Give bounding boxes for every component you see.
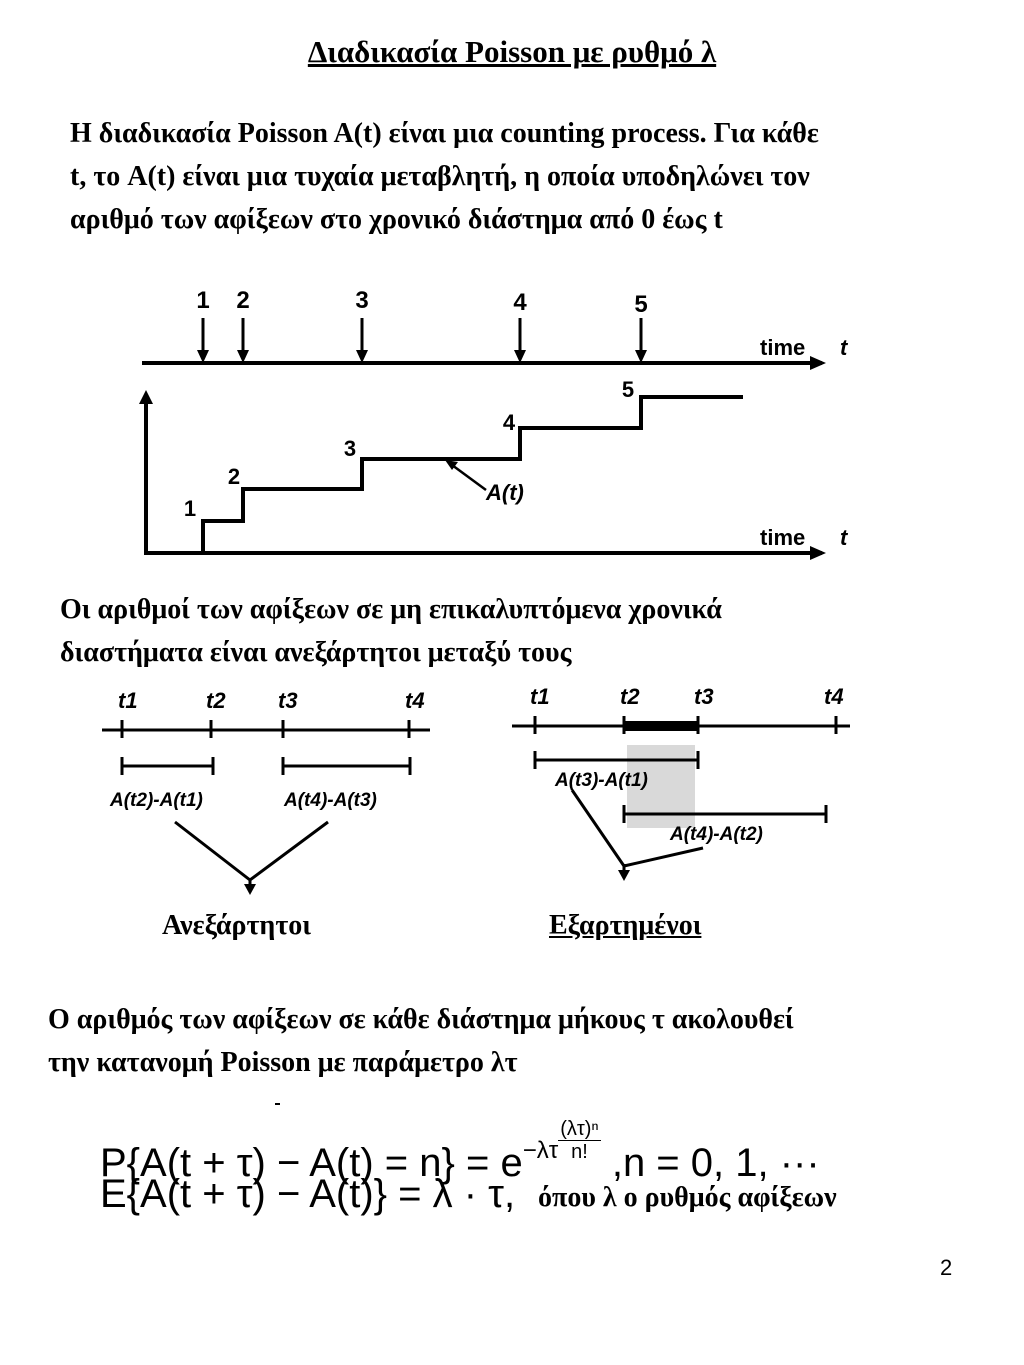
- independence-line: διαστήματα είναι ανεξάρτητοι μεταξύ τους: [60, 637, 572, 668]
- formula1-denominator: n!: [571, 1141, 588, 1163]
- formula1-exponent: −λτ: [522, 1137, 559, 1164]
- intro-line: t, το A(t) είναι μια τυχαία μεταβλητή, η οποία υποδηλώνει τον: [70, 161, 810, 192]
- arrival-arrow-3: [355, 287, 368, 363]
- formula1-rhs: ,n = 0, 1, ···: [600, 1141, 820, 1185]
- right-tick-label: t3: [694, 684, 714, 709]
- step-label: 1: [183, 496, 197, 521]
- left-tick-label: t2: [206, 688, 226, 713]
- step-label: 2: [227, 464, 241, 489]
- formula1-lhs: P{A(t + τ) − A(t) = n} = e: [100, 1141, 523, 1185]
- bottom-axis-arrowhead: [810, 546, 826, 560]
- step-label: 4: [502, 410, 516, 435]
- intro-line: αριθμό των αφίξεων στο χρονικό διάστημα από 0 έως t: [70, 204, 723, 235]
- formula1-fraction: [558, 1118, 601, 1163]
- right-tick-label: t2: [620, 684, 640, 709]
- arrival-label: 4: [513, 289, 527, 316]
- arrival-diagram: [139, 287, 849, 560]
- left-interval-a-label: A(t2)-A(t1): [110, 790, 203, 811]
- arrival-arrow-5: [634, 291, 647, 363]
- curve-pointer: [452, 465, 486, 490]
- bottom-axis-var: t: [840, 525, 848, 550]
- independence-line: Οι αριθμοί των αφίξεων σε μη επικαλυπτόμενα χρονικά: [60, 594, 722, 625]
- curve-label: A(t): [486, 480, 524, 505]
- step-label: 5: [621, 377, 635, 402]
- counting-step-curve: [203, 397, 743, 553]
- distribution-paragraph: [48, 998, 794, 1084]
- vertical-axis-arrowhead: [139, 390, 153, 404]
- bottom-axis-label: time: [760, 525, 806, 550]
- arrival-label: 3: [355, 287, 369, 314]
- expectation-note: όπου λ ο ρυθμός αφίξεων: [538, 1182, 837, 1213]
- dependent-diagram: [512, 684, 850, 881]
- left-tick-label: t3: [278, 688, 298, 713]
- left-tick-label: t4: [405, 688, 425, 713]
- independence-paragraph: [60, 588, 722, 674]
- distribution-line: την κατανομή Poisson με παράμετρο λτ: [48, 1047, 518, 1078]
- left-join-lines: [175, 822, 328, 880]
- top-axis-label: time: [760, 335, 806, 360]
- arrival-label: 2: [236, 287, 250, 314]
- right-interval-a-label: A(t3)-A(t1): [555, 770, 648, 791]
- dependent-label: Εξαρτημένοι: [549, 910, 702, 941]
- independent-label: Ανεξάρτητοι: [162, 910, 311, 941]
- arrival-arrow-4: [513, 289, 527, 363]
- step-label: 3: [343, 436, 357, 461]
- top-axis-var: t: [840, 335, 848, 360]
- intro-line: Η διαδικασία Poisson A(t) είναι μια counting process. Για κάθε: [70, 118, 819, 149]
- top-axis-arrowhead: [810, 356, 826, 370]
- right-tick-label: t1: [530, 684, 550, 709]
- left-join-arrowhead: [244, 884, 256, 895]
- arrival-label: 5: [634, 291, 648, 318]
- expectation-formula: [100, 1172, 515, 1217]
- arrival-arrow-1: [196, 287, 209, 363]
- distribution-line: Ο αριθμός των αφίξεων σε κάθε διάστημα μήκους τ ακολουθεί: [48, 1004, 794, 1035]
- formula2-lhs: E{A(t + τ) − A(t)} = λ · τ,: [100, 1172, 516, 1216]
- arrival-label: 1: [196, 287, 210, 314]
- left-interval-b-label: A(t4)-A(t3): [284, 790, 377, 811]
- left-tick-label: t1: [118, 688, 138, 713]
- right-join-arrowhead: [618, 870, 630, 881]
- page-title: Διαδικασία Poisson με ρυθμό λ: [307, 34, 717, 69]
- arrival-arrow-2: [236, 287, 249, 363]
- page-number: 2: [940, 1255, 953, 1280]
- independent-diagram: [102, 688, 430, 895]
- right-interval-b-label: A(t4)-A(t2): [670, 824, 763, 845]
- formula1-numerator: (λτ)ⁿ: [560, 1118, 599, 1140]
- right-tick-label: t4: [824, 684, 844, 709]
